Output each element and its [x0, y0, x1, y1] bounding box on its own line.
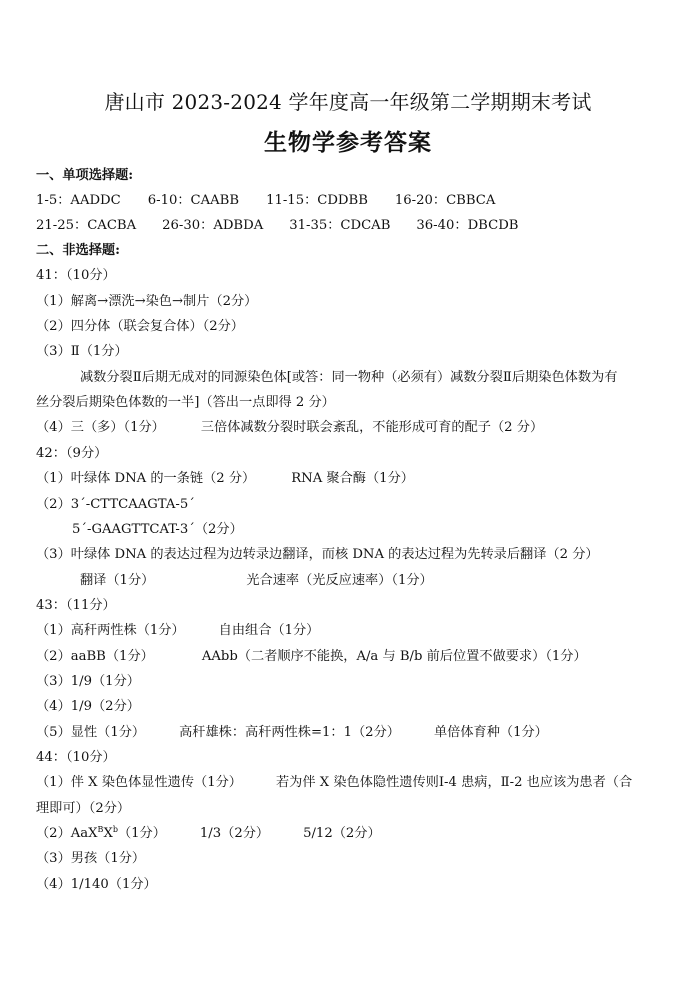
q41-heading: 41：（10分）: [36, 268, 116, 283]
page-subtitle: 生物学参考答案: [264, 129, 432, 156]
choice-answers-row-2: [36, 217, 518, 234]
q41-answer-3-explanation-line-1: 减数分裂Ⅱ后期无成对的同源染色体[或答：同一物种（必须有）减数分裂Ⅱ后期染色体数为有: [80, 370, 618, 385]
q43-answer-5-part-b: 高秆雄株：高秆两性株=1：1（2分）: [179, 725, 400, 740]
q41-answer-2: （2）四分体（联会复合体）（2分）: [36, 319, 244, 334]
q42-answer-3-translation: 翻译（1分）: [80, 573, 155, 588]
choice-answers-row-1: [36, 192, 495, 209]
q41-answer-4-part-b: 三倍体减数分裂时联会紊乱，不能形成可育的配子（2 分）: [200, 420, 544, 435]
q44-answer-1-part-b: 若为伴 X 染色体隐性遗传则Ⅰ-4 患病，Ⅱ-2 也应该为患者（合: [276, 775, 633, 790]
q44-genotype-sup-b-upper: B: [97, 825, 104, 834]
q41-answer-1: （1）解离→漂洗→染色→制片（2分）: [36, 294, 258, 309]
q43-answer-1-part-a: （1）高秆两性株（1分）: [36, 623, 185, 638]
q41-answer-3-explanation-line-2: 丝分裂后期染色体数的一半]（答出一点即得 2 分）: [36, 395, 335, 410]
choice-answer-26-30: 26-30：ADBDA: [162, 218, 264, 233]
q43-answer-4: （4）1/9（2分）: [36, 699, 140, 714]
choice-answer-36-40: 36-40：DBCDB: [416, 218, 519, 233]
page-title: 唐山市 2023-2024 学年度高一年级第二学期期末考试: [104, 90, 592, 114]
q43-answer-1-part-b: 自由组合（1分）: [218, 623, 320, 638]
q44-answer-1: [36, 774, 632, 791]
q41-answer-4: [36, 419, 543, 436]
choice-answer-16-20: 16-20：CBBCA: [394, 193, 496, 208]
q44-genotype: $(2)AaX^BX^b(1$分）: [36, 825, 166, 841]
q42-answer-3-photosynthesis: 光合速率（光反应速率）（1分）: [246, 573, 433, 588]
q44-answer-3: （3）男孩（1分）: [36, 851, 146, 866]
choice-answer-31-35: 31-35：CDCAB: [289, 218, 391, 233]
q44-answer-2-part-c: 5/12（2分）: [303, 826, 381, 841]
q43-answer-5: [36, 724, 548, 741]
q43-answer-2: [36, 648, 587, 665]
q44-genotype-sup-b-lower: b: [112, 825, 118, 834]
q42-answer-1-part-a: （1）叶绿体 DNA 的一条链（2 分）: [36, 471, 256, 486]
q43-answer-2-part-a: （2）aaBB（1分）: [36, 649, 154, 664]
q44-answer-2-part-b: 1/3（2分）: [199, 826, 270, 841]
q44-answer-1-continued: 理即可）（2分）: [36, 801, 131, 816]
q42-answer-2-line-2: 5´-GAAGTTCAT-3´（2分）: [72, 522, 243, 537]
choice-answer-11-15: 11-15：CDDBB: [266, 193, 368, 208]
q43-answer-1: [36, 622, 319, 639]
q43-answer-2-part-b: AAbb（二者顺序不能换，A/a 与 B/b 前后位置不做要求）（1分）: [201, 649, 587, 664]
q43-answer-5-part-c: 单倍体育种（1分）: [433, 725, 548, 740]
choice-answer-6-10: 6-10：CAABB: [147, 193, 240, 208]
q43-answer-5-part-a: （5）显性（1分）: [36, 725, 146, 740]
choice-answer-1-5: 1-5：AADDC: [36, 193, 121, 208]
q44-answer-4: （4）1/140（1分）: [36, 877, 157, 892]
q42-answer-1-part-b: RNA 聚合酶（1分）: [291, 471, 414, 486]
q42-answer-2-line-1: （2）3´-CTTCAAGTA-5´: [36, 497, 195, 512]
q42-answer-3-extra: [80, 572, 433, 589]
single-choice-heading: 一、单项选择题:: [36, 168, 134, 183]
q41-answer-4-part-a: （4）三（多）（1分）: [36, 420, 165, 435]
q41-answer-3: （3）Ⅱ（1分）: [36, 344, 128, 359]
q42-answer-3: （3）叶绿体 DNA 的表达过程为边转录边翻译，而核 DNA 的表达过程为先转录后翻译（2 分）: [36, 547, 599, 562]
q43-answer-3: （3）1/9（1分）: [36, 674, 140, 689]
q42-heading: 42：（9分）: [36, 446, 108, 461]
non-choice-heading: 二、非选择题:: [36, 243, 120, 258]
q44-answer-1-part-a: （1）伴 X 染色体显性遗传（1分）: [36, 775, 242, 790]
q43-heading: 43：（11分）: [36, 598, 116, 613]
q42-answer-1: [36, 470, 414, 487]
q44-heading: 44：（10分）: [36, 750, 116, 765]
q44-answer-2: [36, 825, 381, 842]
choice-answer-21-25: 21-25：CACBA: [36, 218, 137, 233]
